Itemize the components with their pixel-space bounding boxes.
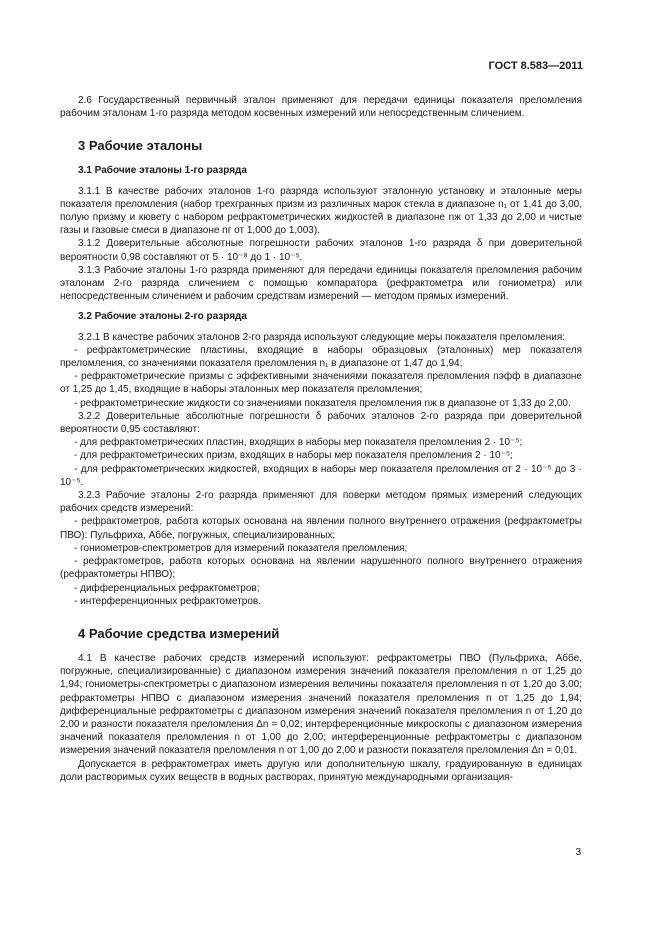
paragraph-3-2-1: 3.2.1 В качестве рабочих эталонов 2-го разряда используют следующие меры показателя преломления: — [78, 331, 566, 343]
paragraph-3-2-3: 3.2.3 Рабочие эталоны 2-го разряда применяют для поверки методом прямых измерений следующих рабочих средств измерений: — [60, 490, 582, 515]
subsection-3-2-title: 3.2 Рабочие эталоны 2-го разряда — [78, 311, 247, 323]
list-item: - рефрактометрические жидкости со значениями показателя преломления nж в диапазоне от 1,33 до 2,00. — [74, 397, 571, 409]
subsection-3-1-title: 3.1 Рабочие эталоны 1-го разряда — [78, 165, 247, 177]
paragraph-3-2-2: 3.2.2 Доверительные абсолютные погрешности δ рабочих эталонов 2-го разряда при доверительной вероятности 0,95 составляют: — [60, 410, 582, 436]
list-item: - гониометров-спектрометров для измерений показателя преломления; — [74, 542, 408, 554]
section-3-title: 3 Рабочие эталоны — [78, 138, 203, 154]
list-item: - для рефрактометрических призм, входящих в наборы мер показателя преломления 2 · 10⁻⁵; — [74, 450, 513, 462]
paragraph-3-1-3: 3.1.3 Рабочие эталоны 1-го разряда применяют для передачи единицы показателя преломления рабочим эталонам 2-го разряда сличением с помощью компаратора (рефрактометра или гониометра) или непосредственным сличением и рабочим средствам измерений — методом прямых измерений. — [60, 264, 582, 303]
page-body — [60, 94, 582, 784]
list-item: - для рефрактометрических пластин, входящих в наборы мер показателя преломления 2 · 10⁻⁵; — [74, 437, 523, 449]
paragraph-4-1: 4.1 В качестве рабочих средств измерений используют: рефрактометры ПВО (Пульфриха, Аббе, погружные, специализированные) с диапазоном измерения значений показателя преломления n от 1,25 до 1,94; гониометры-спектрометры с диапазоном измерения величины показателя преломления n от 1,20 до 3,00; рефрактометры НПВО с диапазоном измерения значений показателя преломления n от 1,25 до 1,94; дифференциальные рефрактометры с диапазоном измерения значений показателя преломления n от 1,20 до 2,00 и разности показателя преломления Δn = 0,02; интерференционные микроскопы с диапазоном измерения значений показателя преломления n от 1,00 до 2,00; интерференционные рефрактометры с диапазоном измерения значений показателя преломления n от 1,00 до 2,00 и разности показателя преломления Δn = 0,01. — [60, 652, 582, 757]
list-item: - дифференциальных рефрактометров; — [74, 582, 260, 594]
list-item: - рефрактометрические призмы с эффективными значениями показателя преломления nэфф в диапазоне от 1,25 до 1,45, входящие в наборы эталонных мер показателя преломления; — [60, 371, 582, 396]
list-item: - интерференционных рефрактометров. — [74, 595, 262, 607]
section-4-title: 4 Рабочие средства измерений — [78, 625, 280, 641]
paragraph-2-6: 2.6 Государственный первичный эталон применяют для передачи единицы показателя преломления рабочим эталонам 1-го разряда методом косвенных измерений или непосредственным сличением. — [60, 95, 582, 120]
list-item: - для рефрактометрических жидкостей, входящих в наборы мер показателя преломления от 2 · 10⁻⁵ до 3 · 10⁻⁵. — [60, 463, 582, 488]
paragraph-4-1-note: Допускается в рефрактометрах иметь другую или дополнительную шкалу, градуированную в единицах доли растворимых сухих веществ в водных растворах, принятую международными организация- — [60, 758, 582, 783]
list-item: - рефрактометров, работа которых основана на явлении нарушенного полного внутреннего отражения (рефрактометры НПВО); — [60, 556, 582, 581]
paragraph-3-1-1: 3.1.1 В качестве рабочих эталонов 1-го разряда используют эталонную установку и эталонные меры показателя преломления (набор трехгранных призм из различных марок стекла в диапазоне n₁ от 1,41 до 3,00, полую призму и кювету с набором рефрактометрических жидкостей в диапазоне nж от 1,33 до 2,00 и чистые газы и газовые смеси в диапазоне nг от 1,000 до 1,003). — [60, 185, 582, 237]
list-item: - рефрактометрические пластины, входящие в наборы образцовых (эталонных) мер показателя преломления, со значениями показателя преломления n₁ в диапазоне от 1,47 до 1,94; — [60, 344, 582, 370]
paragraph-3-1-2: 3.1.2 Доверительные абсолютные погрешности рабочих эталонов 1-го разряда δ при доверительной вероятности 0,98 составляют от 5 · 10⁻⁸ до 1 · 10⁻⁵. — [60, 238, 582, 263]
list-item: - рефрактометров, работа которых основана на явлении полного внутреннего отражения (рефрактометры ПВО): Пульфриха, Аббе, погружных, специализированных; — [60, 516, 582, 541]
page-number: 3 — [575, 847, 581, 858]
document-code: ГОСТ 8.583—2011 — [488, 60, 583, 72]
